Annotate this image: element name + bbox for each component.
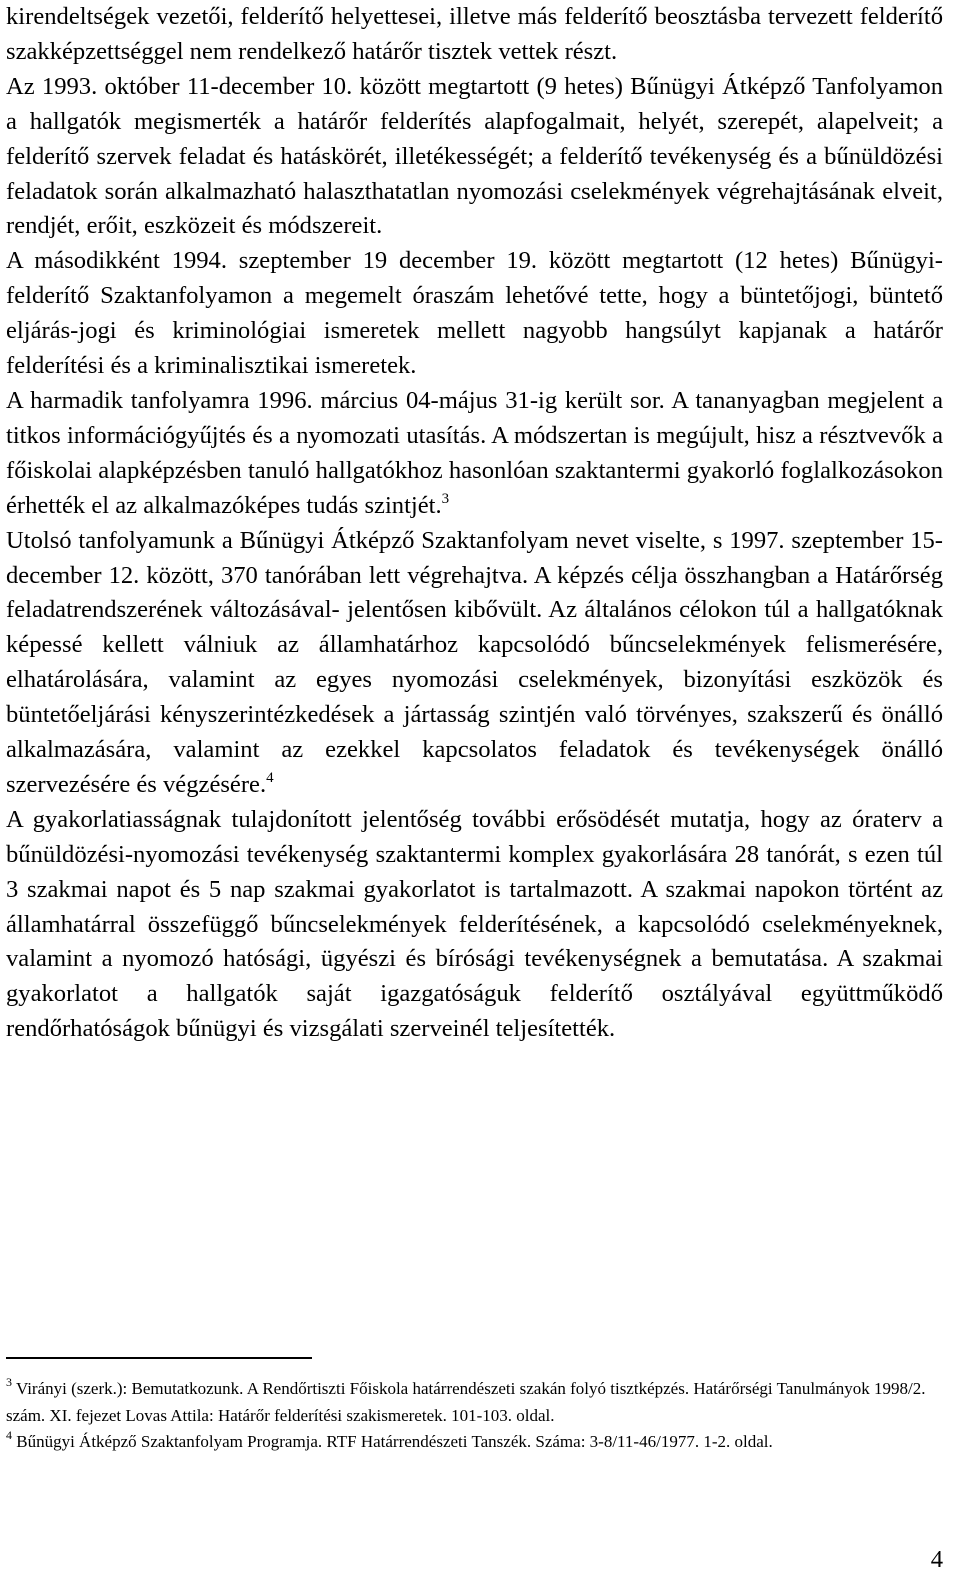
paragraph-5-text: Utolsó tanfolyamunk a Bűnügyi Átképző Szaktanfolyam nevet viselte, s 1997. szeptember 15-december 12. között, 370 tanórában lett végrehajtva. A képzés célja összhangban a Határőrség feladatrendszerének változásával- jelentősen kibővült. Az általános célokon túl a hallgatóknak képessé kellett válniuk az államhatárhoz kapcsolódó bűncselekmények felismerésére, elhatárolására, valamint az egyes nyomozási cselekmények, bizonyítási eszközök és büntetőeljárási kényszerintézkedések a jártasság szintjén való törvényes, szakszerű és önálló alkalmazására, valamint az ezekkel kapcsolatos feladatok és tevékenységek önálló szervezésére és végzésére. [6, 526, 943, 798]
paragraph-2: Az 1993. október 11-december 10. között megtartott (9 hetes) Bűnügyi Átképző Tanfolyamon a hallgatók megismerték a határőr felderítés alapfogalmait, helyét, szerepét, alapelveit; a felderítő szervek feladat és hatáskörét, illetékességét; a felderítő tevékenység és a bűnüldözési feladatok során alkalmazható halaszthatatlan nyomozási cselekmények végrehajtásának elveit, rendjét, erőit, eszközeit és módszereit. [6, 72, 943, 240]
paragraph-4-text: A harmadik tanfolyamra 1996. március 04-május 31-ig került sor. A tananyagban megjelent a titkos információgyűjtés és a nyomozati utasítás. A módszertan is megújult, hisz a résztvevők a főiskolai alapképzésben tanuló hallgatókhoz hasonlóan szaktantermi gyakorló foglalkozásokon érhették el az alkalmazóképes tudás szintjét. [6, 386, 943, 519]
paragraph-6: A gyakorlatiasságnak tulajdonított jelentőség további erősödését mutatja, hogy az óraterv a bűnüldözési-nyomozási tevékenység szaktantermi komplex gyakorlására 28 tanórát, s ezen túl 3 szakmai napot és 5 nap szakmai gyakorlatot is tartalmazott. A szakmai napokon történt az államhatárral összefüggő bűncselekmények felderítésének, a kapcsolódó cselekményeknek, valamint a nyomozó hatósági, ügyészi és bírósági tevékenységnek a bemutatása. A szakmai gyakorlatot a hallgatók saját igazgatóságuk felderítő osztályával együttműködő rendőrhatóságok bűnügyi és vizsgálati szerveinél teljesítették. [6, 805, 943, 1043]
footnote-mark-3: 3 [6, 1375, 12, 1389]
footnote-separator [6, 1357, 312, 1359]
paragraph-4 [6, 384, 943, 524]
body-text [6, 0, 943, 1047]
paragraph-5 [6, 524, 943, 803]
footnote-3-text: Virányi (szerk.): Bemutatkozunk. A Rendőrtiszti Főiskola határrendészeti szakán folyó tisztképzés. Határőrségi Tanulmányok 1998/2. szám. XI. fejezet Lovas Attila: Határőr felderítési szakismeretek. 101-103. oldal. [6, 1379, 926, 1425]
footnote-3 [6, 1376, 943, 1429]
paragraph-3: A másodikként 1994. szeptember 19 december 19. között megtartott (12 hetes) Bűnügyi-felderítő Szaktanfolyamon a megemelt óraszám lehetővé tette, hogy a büntetőjogi, büntető eljárás-jogi és kriminológiai ismeretek mellett nagyobb hangsúlyt kapjanak a határőr felderítési és a kriminalisztikai ismeretek. [6, 247, 943, 380]
footnote-4-text: Bűnügyi Átképző Szaktanfolyam Programja. RTF Határrendészeti Tanszék. Száma: 3-8/11-46/1977. 1-2. oldal. [16, 1432, 773, 1451]
paragraph-1: kirendeltségek vezetői, felderítő helyettesei, illetve más felderítő beosztásba tervezett felderítő szakképzettséggel nem rendelkező határőr tisztek vettek részt. [6, 3, 943, 65]
footnotes [6, 1376, 943, 1456]
footnote-4 [6, 1429, 943, 1456]
footnote-ref-4[interactable]: 4 [266, 769, 274, 786]
footnote-mark-4: 4 [6, 1428, 12, 1442]
page-number: 4 [930, 1546, 943, 1573]
footnote-ref-3[interactable]: 3 [441, 490, 450, 507]
